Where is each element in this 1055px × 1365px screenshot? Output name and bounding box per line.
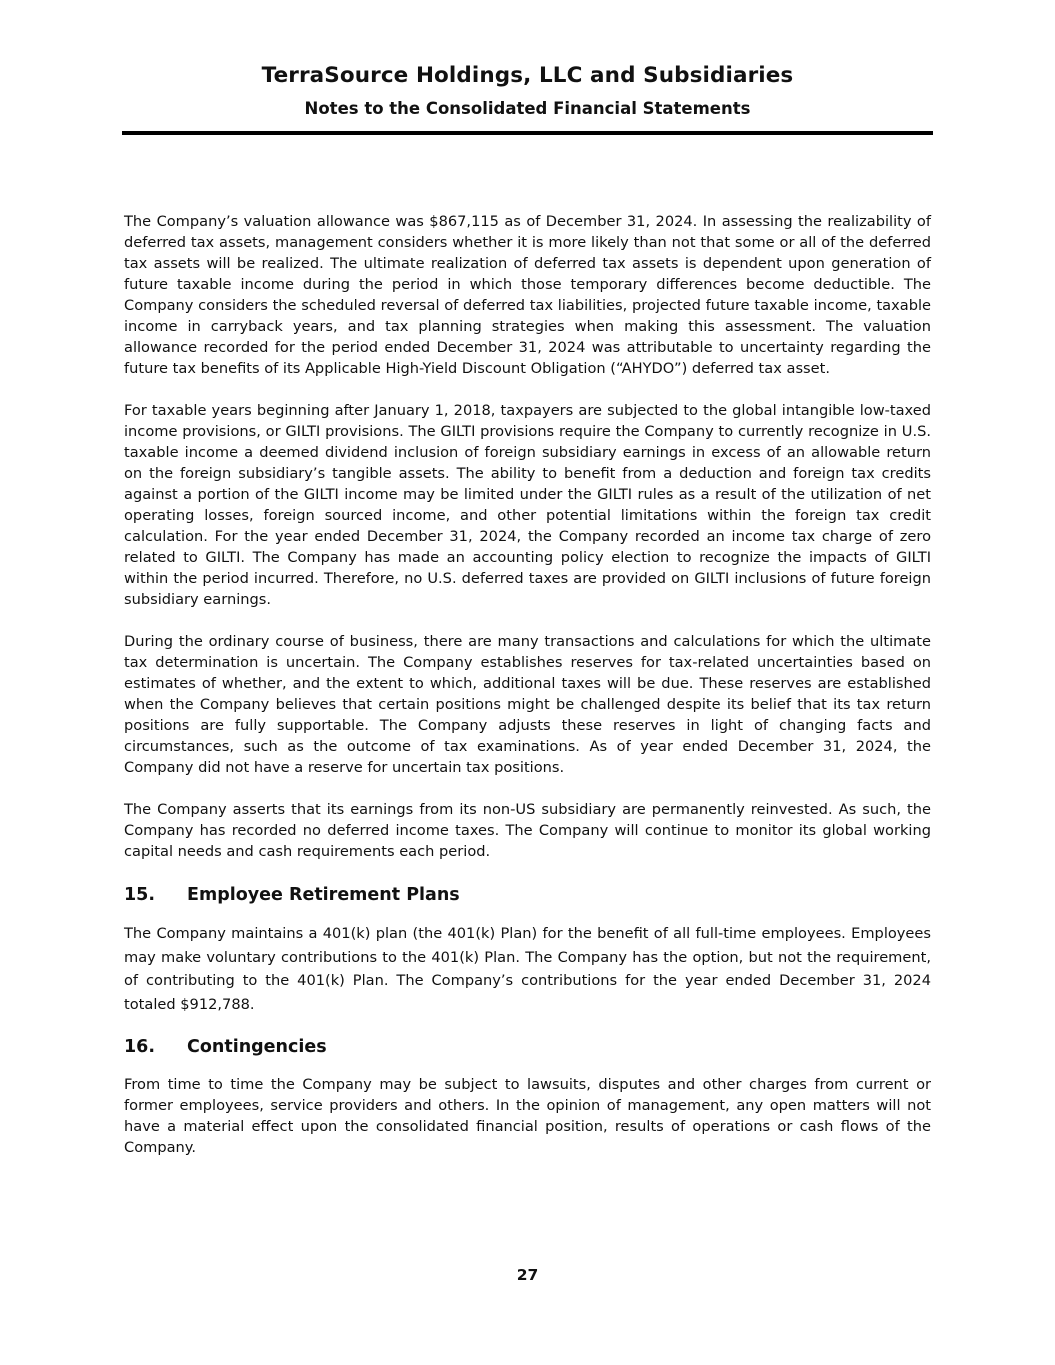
section-number: 16.	[124, 1037, 156, 1057]
section-title: Employee Retirement Plans	[187, 885, 460, 905]
document-body	[124, 211, 931, 1179]
valuation-allowance-paragraph: The Company’s valuation allowance was $867,115 as of December 31, 2024. In assessing the realizability of deferred tax assets, management considers whether it is more likely than not that some or all of the deferred tax assets will be realized. The ultimate realization of deferred tax assets is dependent upon generation of future taxable income during the period in which those temporary differences become deductible. The Company considers the scheduled reversal of deferred tax liabilities, projected future taxable income, taxable income in carryback years, and tax planning strategies when making this assessment. The valuation allowance recorded for the period ended December 31, 2024 was attributable to uncertainty regarding the future tax benefits of its Applicable High-Yield Discount Obligation (“AHYDO”) deferred tax asset.	[124, 213, 931, 377]
document-subtitle: Notes to the Consolidated Financial Statements	[304, 99, 751, 118]
header-divider	[122, 131, 933, 135]
contingencies-paragraph: From time to time the Company may be subject to lawsuits, disputes and other charges from current or former employees, service providers and others. In the opinion of management, any open matters will not have a material effect upon the consolidated financial position, results of operations or cash flows of the Company.	[124, 1076, 931, 1156]
page-header	[122, 58, 933, 120]
retirement-plan-paragraph: The Company maintains a 401(k) plan (the 401(k) Plan) for the benefit of all full-time employees. Employees may make voluntary contributions to the 401(k) Plan. The Company has the option, but not the requirement, of contributing to the 401(k) Plan. The Company’s contributions for the year ended December 31, 2024 totaled $912,788.	[124, 925, 931, 1013]
section-heading-retirement	[124, 883, 931, 907]
page-number: 27	[516, 1266, 539, 1284]
company-title: TerraSource Holdings, LLC and Subsidiaries	[261, 63, 794, 88]
section-heading-contingencies	[124, 1035, 931, 1059]
uncertain-tax-paragraph: During the ordinary course of business, there are many transactions and calculations for which the ultimate tax determination is uncertain. The Company establishes reserves for tax-related uncertainties based on estimates of whether, and the extent to which, additional taxes will be due. These reserves are established when the Company believes that certain positions might be challenged despite its belief that its tax return positions are fully supportable. The Company adjusts these reserves in light of changing facts and circumstances, such as the outcome of tax examinations. As of year ended December 31, 2024, the Company did not have a reserve for uncertain tax positions.	[124, 633, 931, 776]
reinvestment-paragraph: The Company asserts that its earnings from its non-US subsidiary are permanently reinvested. As such, the Company has recorded no deferred income taxes. The Company will continue to monitor its global working capital needs and cash requirements each period.	[124, 801, 931, 860]
section-title: Contingencies	[187, 1037, 327, 1057]
section-number: 15.	[124, 885, 156, 905]
gilti-paragraph: For taxable years beginning after January 1, 2018, taxpayers are subjected to the global intangible low-taxed income provisions, or GILTI provisions. The GILTI provisions require the Company to currently recognize in U.S. taxable income a deemed dividend inclusion of foreign subsidiary earnings in excess of an allowable return on the foreign subsidiary’s tangible assets. The ability to benefit from a deduction and foreign tax credits against a portion of the GILTI income may be limited under the GILTI rules as a result of the utilization of net operating losses, foreign sourced income, and other potential limitations within the foreign tax credit calculation. For the year ended December 31, 2024, the Company recorded an income tax charge of zero related to GILTI. The Company has made an accounting policy election to recognize the impacts of GILTI within the period incurred. Therefore, no U.S. deferred taxes are provided on GILTI inclusions of future foreign subsidiary earnings.	[124, 402, 931, 608]
